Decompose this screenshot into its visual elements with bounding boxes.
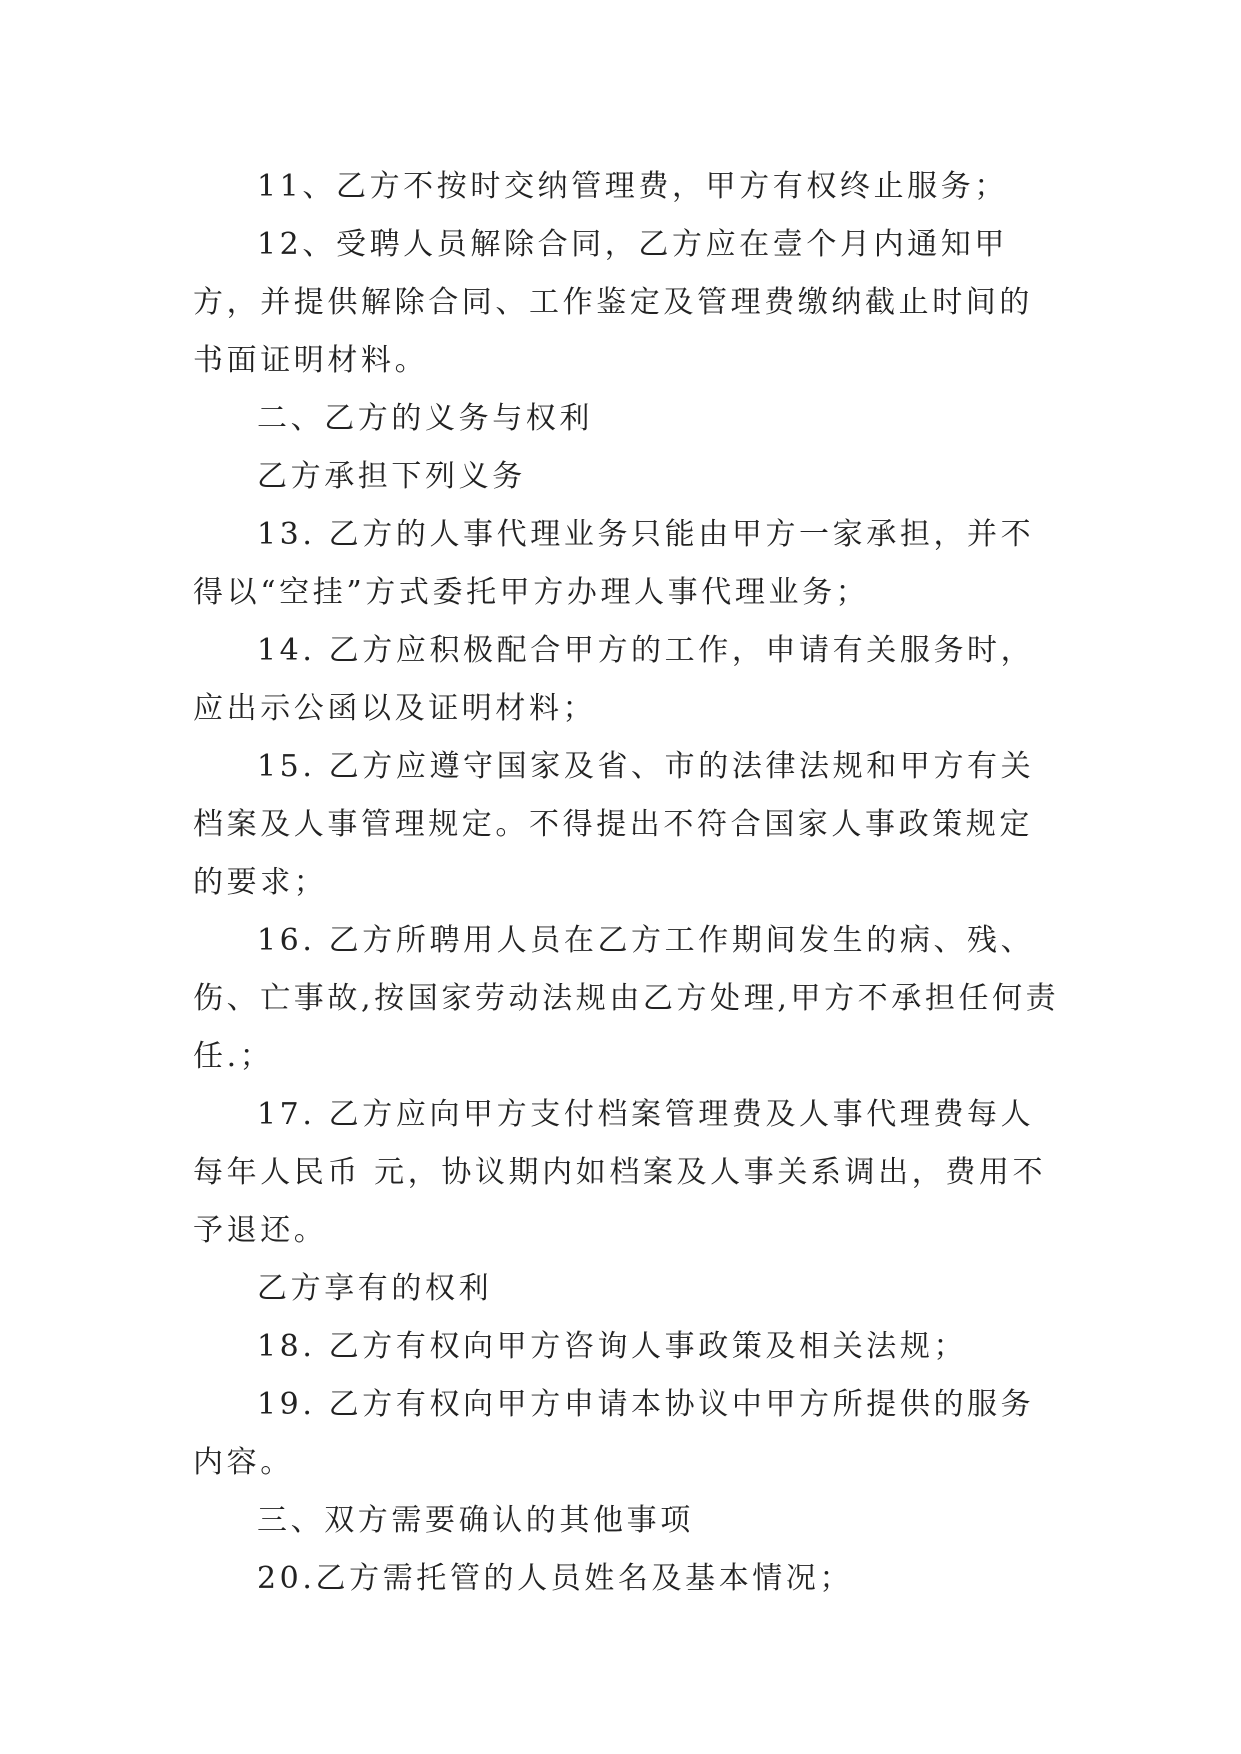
paragraph-12: 12、受聘人员解除合同，乙方应在壹个月内通知甲方，并提供解除合同、工作鉴定及管理费缴纳截止时间的书面证明材料。 [193, 227, 1033, 378]
paragraph-14: 14. 乙方应积极配合甲方的工作，申请有关服务时，应出示公函以及证明材料； [193, 633, 1035, 726]
paragraph-19: 19. 乙方有权向甲方申请本协议中甲方所提供的服务内容。 [193, 1387, 1035, 1480]
section-heading-3: 三、双方需要确认的其他事项 [257, 1503, 694, 1538]
paragraph-11: 11、乙方不按时交纳管理费，甲方有权终止服务； [257, 169, 1008, 204]
subheading-obligations: 乙方承担下列义务 [257, 459, 526, 494]
paragraph-13: 13. 乙方的人事代理业务只能由甲方一家承担，并不得以“空挂”方式委托甲方办理人事代理业务； [193, 517, 1035, 610]
paragraph-17: 17. 乙方应向甲方支付档案管理费及人事代理费每人每年人民币 元，协议期内如档案及人事关系调出，费用不予退还。 [193, 1097, 1047, 1248]
paragraph-18: 18. 乙方有权向甲方咨询人事政策及相关法规； [257, 1329, 968, 1364]
paragraph-16: 16. 乙方所聘用人员在乙方工作期间发生的病、残、伤、亡事故,按国家劳动法规由乙方处理,甲方不承担任何责任.； [193, 923, 1060, 1074]
paragraph-20: 20.乙方需托管的人员姓名及基本情况； [257, 1561, 854, 1596]
section-heading-2: 二、乙方的义务与权利 [257, 401, 593, 436]
subheading-rights: 乙方享有的权利 [257, 1271, 493, 1306]
paragraph-15: 15. 乙方应遵守国家及省、市的法律法规和甲方有关档案及人事管理规定。不得提出不符合国家人事政策规定的要求； [193, 749, 1035, 900]
document-body [193, 158, 1063, 1608]
